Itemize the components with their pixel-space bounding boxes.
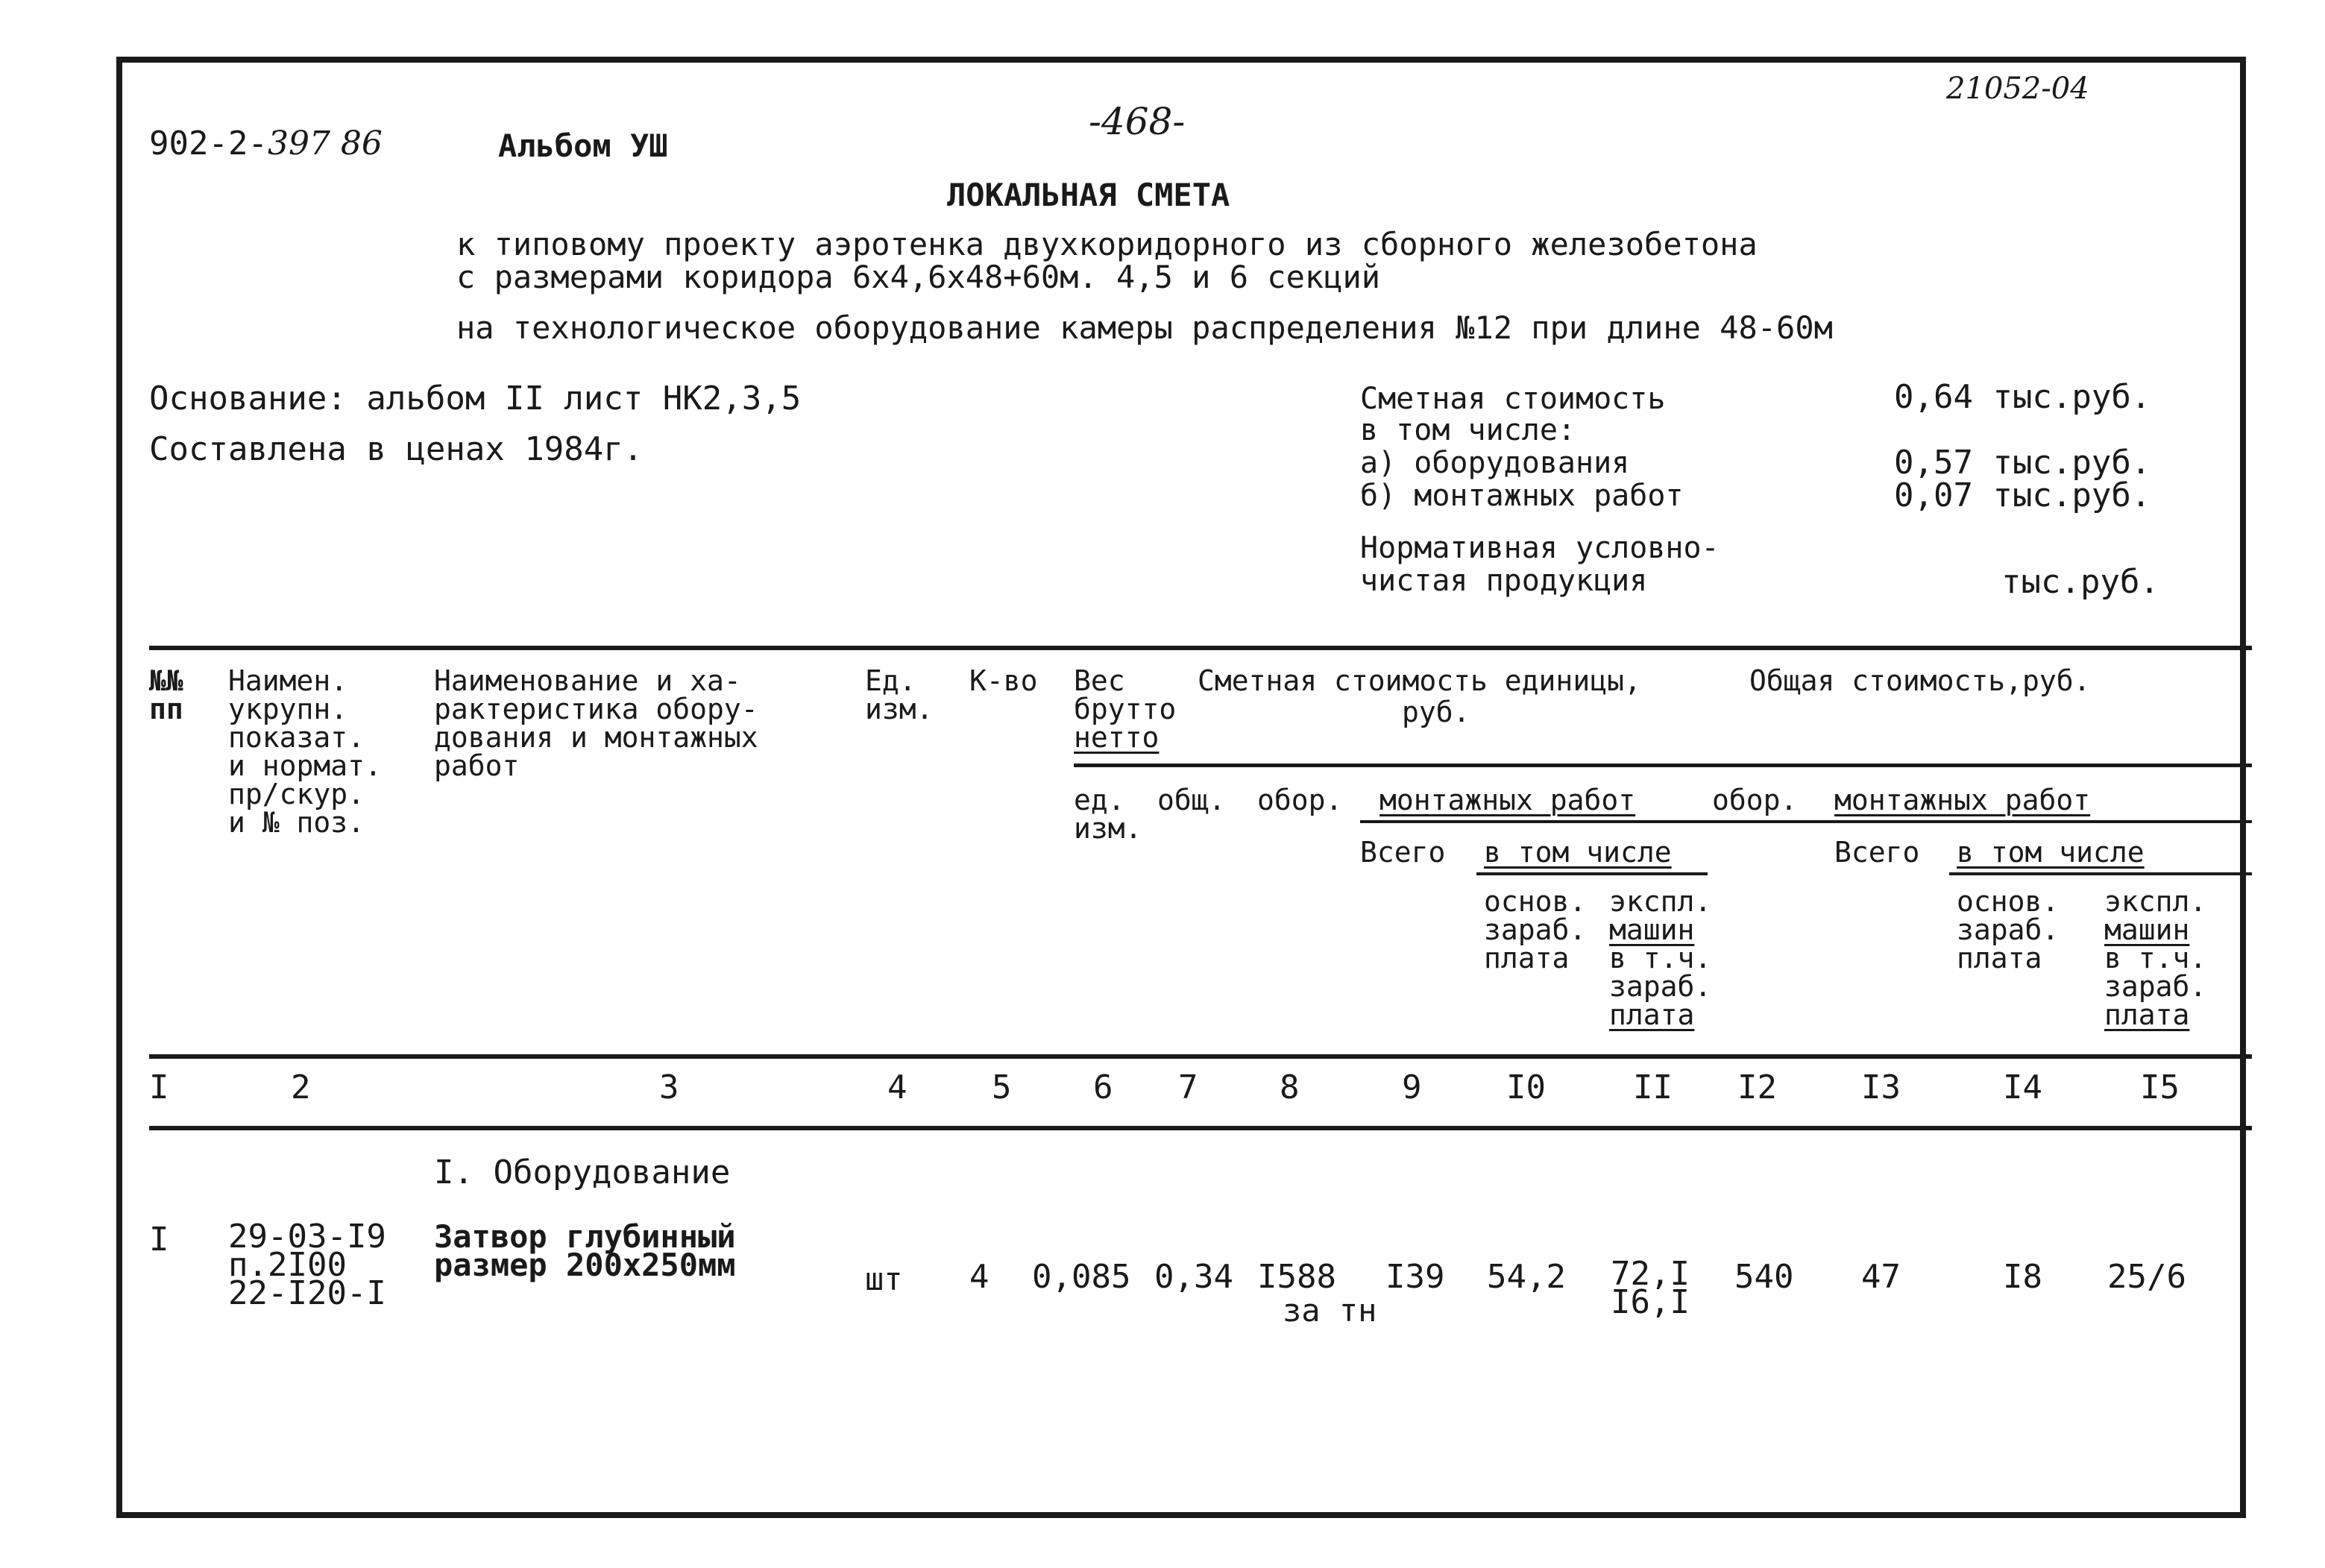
title-line-1: к типовому проекту аэротенка двухкоридорного из сборного железобетона bbox=[456, 226, 1758, 262]
column-number: I0 bbox=[1506, 1068, 1546, 1106]
row-equipment-unit: I588 bbox=[1257, 1258, 1336, 1296]
row-base-wage-sum: I8 bbox=[2003, 1258, 2042, 1296]
normative-value: тыс.руб. bbox=[2001, 563, 2159, 601]
column-number: I3 bbox=[1861, 1068, 1901, 1106]
row-unit: шт bbox=[865, 1261, 903, 1297]
column-number: 2 bbox=[291, 1068, 311, 1106]
header-installation-2: монтажных работ bbox=[1834, 784, 2091, 816]
title-line-2: с размерами коридора 6х4,6х48+60м. 4,5 и 6 секций bbox=[456, 259, 1381, 295]
installation-cost-value: 0,07 тыс.руб. bbox=[1894, 476, 2151, 514]
header-total-cost: Общая стоимость,руб. bbox=[1749, 664, 2091, 697]
header-subrule-2 bbox=[1360, 820, 2252, 823]
header-col-5: К-во bbox=[969, 664, 1038, 697]
project-code-handwritten: 397 86 bbox=[267, 125, 383, 163]
column-number: I2 bbox=[1737, 1068, 1777, 1106]
column-number: 7 bbox=[1178, 1068, 1198, 1106]
header-unit-cost-rub: руб. bbox=[1402, 696, 1470, 728]
header-total-2: Всего bbox=[1834, 836, 1920, 869]
header-base-wage-2: основ. зараб. плата bbox=[1957, 885, 2060, 975]
header-bottom-rule bbox=[149, 1054, 2252, 1059]
header-col-2: Наимен. укрупн. показат. и нормат. пр/скур. и № поз. bbox=[228, 664, 382, 839]
section-title: I. Оборудование bbox=[434, 1153, 731, 1191]
normative-label-1: Нормативная условно- bbox=[1360, 531, 1720, 565]
header-weight-unit: ед. изм. bbox=[1074, 784, 1142, 845]
header-unit-cost: Сметная стоимость единицы, bbox=[1198, 664, 1641, 697]
column-number: 9 bbox=[1402, 1068, 1422, 1106]
header-weight: Вес брутто нетто bbox=[1074, 664, 1177, 754]
normative-label-2: чистая продукция bbox=[1360, 564, 1648, 598]
row-equipment-note: за тн bbox=[1283, 1292, 1377, 1329]
header-col-3: Наименование и ха- рактеристика обору- дования и монтажных работ bbox=[434, 664, 758, 782]
row-code: 29-03-I9 п.2I00 22-I20-I bbox=[228, 1218, 386, 1312]
header-machines-2: экспл. машин в т.ч. зараб. плата bbox=[2104, 885, 2207, 1031]
header-subrule-1 bbox=[1074, 763, 2252, 767]
column-number: II bbox=[1633, 1068, 1673, 1106]
row-name: Затвор глубинный размер 200х250мм bbox=[434, 1218, 736, 1283]
table-top-rule bbox=[149, 646, 2252, 650]
column-number: I5 bbox=[2140, 1068, 2180, 1106]
row-machines-sum: 25/6 bbox=[2107, 1258, 2186, 1296]
column-number: I bbox=[149, 1068, 169, 1106]
row-quantity: 4 bbox=[969, 1258, 990, 1296]
column-number: 3 bbox=[659, 1068, 679, 1106]
installation-cost-label: б) монтажных работ bbox=[1360, 479, 1684, 513]
page-number: -468- bbox=[1089, 100, 1186, 143]
row-equipment-sum: 540 bbox=[1734, 1258, 1794, 1296]
header-col-4: Ед. изм. bbox=[865, 664, 934, 725]
column-numbers-rule bbox=[149, 1126, 2252, 1130]
header-subrule-4 bbox=[1949, 872, 2252, 875]
row-number: I bbox=[149, 1221, 169, 1259]
equipment-cost-label: а) оборудования bbox=[1360, 446, 1630, 480]
header-installation-1: монтажных работ bbox=[1379, 784, 1636, 816]
including-label: в том числе: bbox=[1360, 413, 1576, 447]
total-cost-value: 0,64 тыс.руб. bbox=[1894, 378, 2151, 416]
header-machines-1: экспл. машин в т.ч. зараб. плата bbox=[1609, 885, 1712, 1031]
column-number: 8 bbox=[1280, 1068, 1300, 1106]
prices-line: Составлена в ценах 1984г. bbox=[149, 430, 644, 468]
header-total-1: Всего bbox=[1360, 836, 1446, 869]
row-weight-total: 0,34 bbox=[1154, 1258, 1233, 1296]
total-cost-label: Сметная стоимость bbox=[1360, 382, 1666, 416]
equipment-cost-value: 0,57 тыс.руб. bbox=[1894, 444, 2151, 482]
row-weight-unit: 0,085 bbox=[1032, 1258, 1131, 1296]
document-number: 21052-04 bbox=[1946, 72, 2089, 106]
project-code: 902-2-397 86 bbox=[149, 125, 383, 163]
row-base-wage: 54,2 bbox=[1487, 1258, 1566, 1296]
header-weight-total: общ. bbox=[1157, 784, 1226, 816]
header-subrule-3 bbox=[1476, 872, 1708, 875]
header-including-1: в том числе bbox=[1484, 836, 1672, 869]
album-label: Альбом УШ bbox=[498, 127, 668, 164]
title-line-3: на технологическое оборудование камеры распределения №12 при длине 48-60м bbox=[456, 309, 1833, 346]
header-including-2: в том числе bbox=[1957, 836, 2145, 869]
row-installation-total: I39 bbox=[1385, 1258, 1445, 1296]
row-installation-sum: 47 bbox=[1861, 1258, 1901, 1296]
column-number: 5 bbox=[992, 1068, 1012, 1106]
header-equipment-1: обор. bbox=[1257, 784, 1343, 816]
document-title: ЛОКАЛЬНАЯ СМЕТА bbox=[947, 177, 1230, 213]
row-machines: 72,I I6,I bbox=[1611, 1255, 1690, 1321]
column-number: I4 bbox=[2003, 1068, 2042, 1106]
basis-line: Основание: альбом II лист НК2,3,5 bbox=[149, 380, 802, 418]
column-number: 4 bbox=[887, 1068, 907, 1106]
header-equipment-2: обор. bbox=[1712, 784, 1798, 816]
column-number: 6 bbox=[1093, 1068, 1113, 1106]
header-base-wage-1: основ. зараб. плата bbox=[1484, 885, 1587, 975]
header-col-1: №№ пп bbox=[149, 664, 183, 725]
